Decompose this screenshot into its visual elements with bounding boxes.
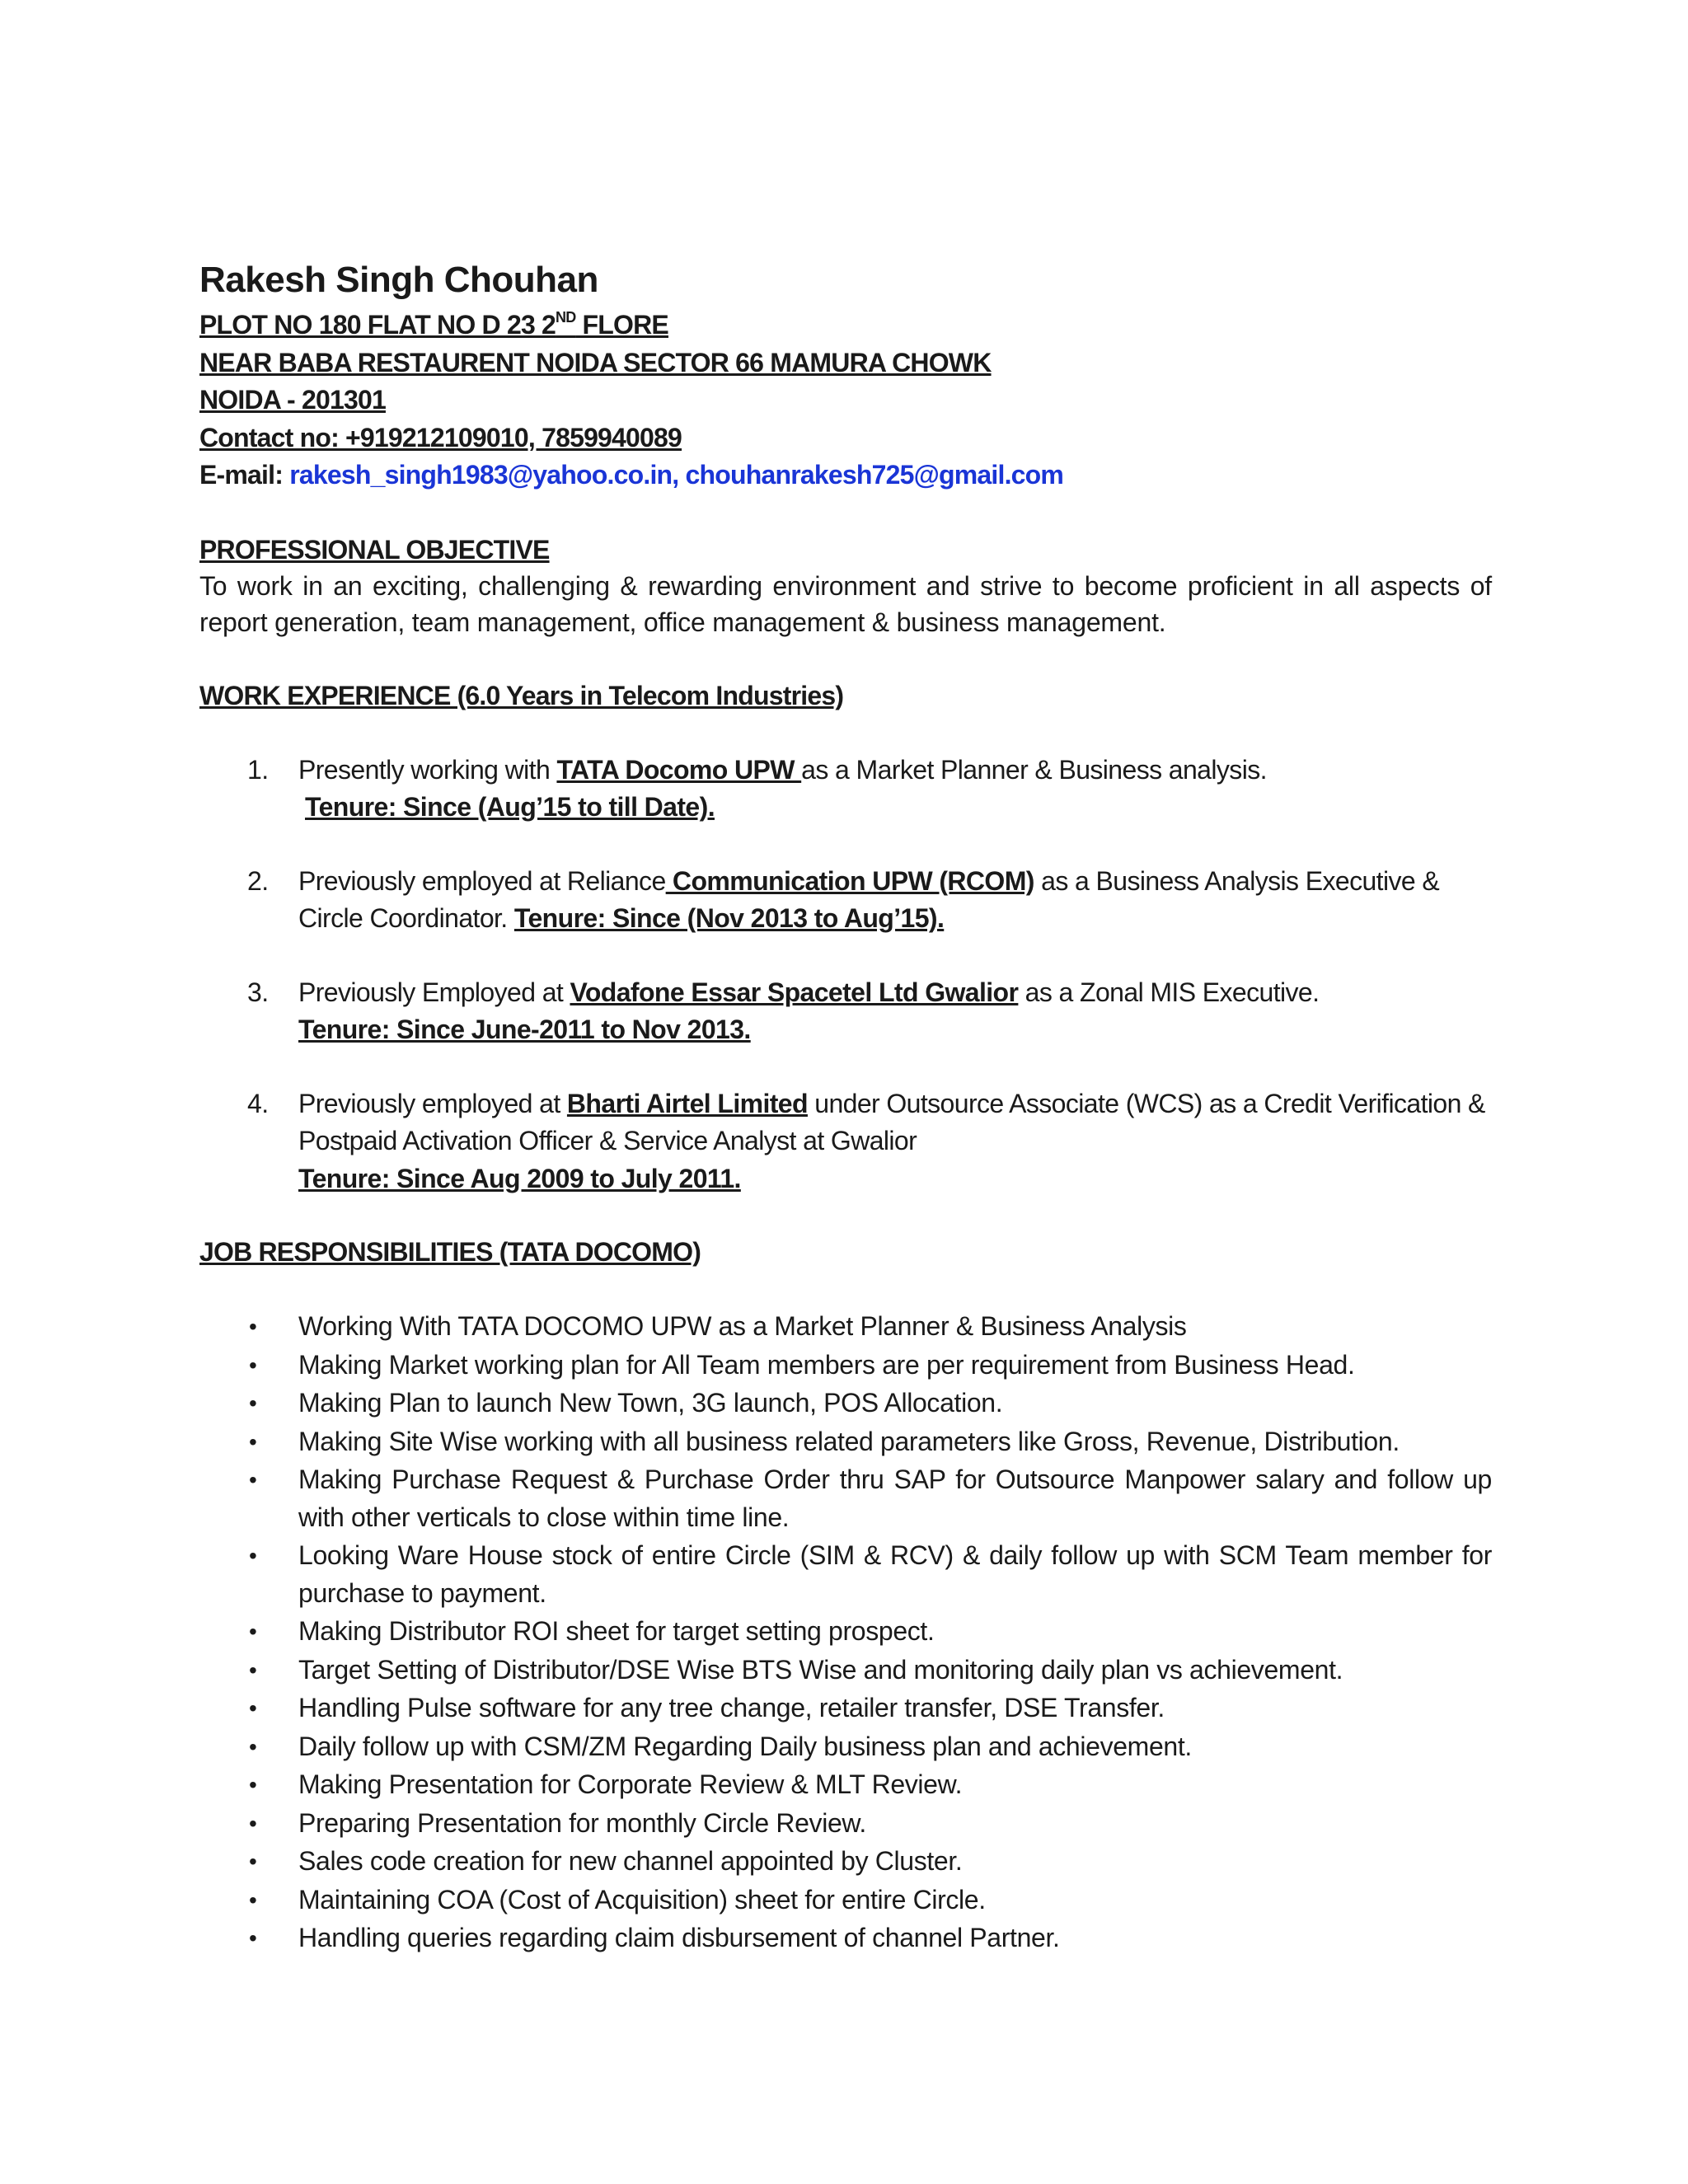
experience-role: as a Market Planner & Business analysis. [801, 754, 1267, 785]
responsibility-text: Making Purchase Request & Purchase Order thru SAP for Outsource Manpower salary and follow up with other verticals to close within time line. [298, 1465, 1492, 1532]
responsibility-item [199, 1347, 1492, 1385]
resume-content [199, 257, 1492, 1958]
responsibility-text: Target Setting of Distributor/DSE Wise BTS Wise and monitoring daily plan vs achievement. [298, 1654, 1343, 1685]
responsibility-text: Preparing Presentation for monthly Circle Review. [298, 1807, 866, 1838]
experience-company: Vodafone Essar Spacetel Ltd Gwalior [570, 977, 1019, 1007]
bullet-icon: • [249, 1849, 257, 1874]
address-line-1 [199, 307, 1492, 344]
email-label: E-mail: [199, 460, 290, 490]
responsibility-item [199, 1919, 1492, 1957]
responsibility-item [199, 1766, 1492, 1804]
responsibility-item [199, 1843, 1492, 1881]
bullet-icon: • [249, 1695, 257, 1721]
experience-number: 4. [247, 1088, 269, 1118]
experience-item [199, 974, 1492, 1049]
address-superscript: ND [556, 309, 576, 326]
experience-text: Previously employed at Reliance [298, 865, 666, 896]
candidate-name: Rakesh Singh Chouhan [199, 260, 598, 300]
responsibility-item [199, 1690, 1492, 1727]
experience-role: under Outsource Associate (WCS) as a Credit Verification & Postpaid Activation Officer & Service Analyst at Gwalior [298, 1088, 1485, 1155]
experience-tenure: Tenure: Since June-2011 to Nov 2013. [298, 1015, 751, 1044]
experience-number: 3. [247, 977, 269, 1007]
experience-number: 1. [247, 754, 269, 785]
experience-item [199, 1085, 1492, 1198]
responsibility-text: Maintaining COA (Cost of Acquisition) sheet for entire Circle. [298, 1884, 986, 1915]
responsibility-text: Making Plan to launch New Town, 3G launch, POS Allocation. [298, 1388, 1003, 1418]
responsibility-text: Working With TATA DOCOMO UPW as a Market Planner & Business Analysis [298, 1311, 1187, 1341]
responsibility-text: Handling queries regarding claim disbursement of channel Partner. [298, 1923, 1060, 1952]
bullet-icon: • [249, 1886, 257, 1913]
email-link-yahoo[interactable]: rakesh_singh1983@yahoo.co.in, [289, 460, 679, 490]
experience-role: as a Zonal MIS Executive. [1018, 977, 1320, 1007]
responsibility-text: Looking Ware House stock of entire Circle (SIM & RCV) & daily follow up with SCM Team member for purchase to payment. [298, 1540, 1492, 1608]
responsibility-text: Making Distributor ROI sheet for target setting prospect. [298, 1616, 935, 1646]
responsibility-item [199, 1805, 1492, 1843]
email-link-gmail[interactable]: chouhanrakesh725@gmail.com [685, 460, 1064, 490]
bullet-icon: • [249, 1772, 257, 1797]
responsibility-text: Making Presentation for Corporate Review & MLT Review. [298, 1769, 963, 1799]
responsibility-item [199, 1613, 1492, 1651]
experience-number: 2. [247, 865, 269, 896]
bullet-icon: • [249, 1543, 257, 1568]
experience-company: Communication UPW (RCOM) [665, 865, 1034, 896]
responsibility-item [199, 1308, 1492, 1346]
experience-company: Bharti Airtel Limited [566, 1088, 808, 1118]
responsibility-text: Handling Pulse software for any tree change, retailer transfer, DSE Transfer. [298, 1693, 1165, 1722]
bullet-icon: • [249, 1390, 257, 1416]
bullet-icon: • [249, 1619, 257, 1644]
bullet-icon: • [249, 1810, 257, 1836]
experience-title: WORK EXPERIENCE (6.0 Years in Telecom Industries) [199, 680, 844, 710]
responsibility-item [199, 1537, 1492, 1612]
address-line-3: NOIDA - 201301 [199, 385, 386, 415]
experience-item [199, 752, 1492, 827]
responsibility-text: Making Market working plan for All Team members are per requirement from Business Head. [298, 1349, 1355, 1380]
responsibility-item [199, 1728, 1492, 1766]
experience-text: Presently working with [298, 754, 557, 785]
address-line-2: NEAR BABA RESTAURENT NOIDA SECTOR 66 MAMURA CHOWK [199, 347, 992, 377]
responsibility-item [199, 1461, 1492, 1536]
responsibility-item [199, 1385, 1492, 1422]
responsibility-item [199, 1423, 1492, 1461]
responsibility-item [199, 1652, 1492, 1690]
experience-list [199, 752, 1492, 1198]
experience-tenure: Tenure: Since (Nov 2013 to Aug’15). [513, 903, 945, 933]
experience-text: Previously Employed at [298, 977, 570, 1007]
responsibility-text: Daily follow up with CSM/ZM Regarding Daily business plan and achievement. [298, 1731, 1192, 1761]
experience-item [199, 863, 1492, 938]
bullet-icon: • [249, 1925, 257, 1951]
responsibility-text: Sales code creation for new channel appointed by Cluster. [298, 1846, 963, 1876]
bullet-icon: • [249, 1352, 257, 1378]
address-line-1-end: FLORE [575, 310, 668, 340]
bullet-icon: • [249, 1428, 257, 1455]
contact-number: Contact no: +919212109010, 7859940089 [199, 422, 682, 452]
experience-tenure: Tenure: Since (Aug’15 to till Date). [305, 792, 715, 822]
responsibilities-list [199, 1308, 1492, 1957]
experience-text: Previously employed at [298, 1088, 567, 1118]
address-line-1-main: PLOT NO 180 FLAT NO D 23 2 [199, 310, 556, 340]
objective-text: To work in an exciting, challenging & rewarding environment and strive to become proficient in all aspects of report generation, team management, office management & business management. [199, 570, 1492, 637]
experience-company: TATA Docomo UPW [556, 754, 802, 785]
bullet-icon: • [249, 1657, 257, 1683]
bullet-icon: • [249, 1467, 257, 1493]
responsibilities-title: JOB RESPONSIBILITIES (TATA DOCOMO) [199, 1237, 701, 1267]
experience-tenure: Tenure: Since Aug 2009 to July 2011. [298, 1163, 741, 1193]
objective-title: PROFESSIONAL OBJECTIVE [199, 534, 550, 565]
responsibility-item [199, 1882, 1492, 1919]
bullet-icon: • [249, 1314, 257, 1339]
responsibility-text: Making Site Wise working with all business related parameters like Gross, Revenue, Distribution. [298, 1426, 1400, 1456]
email-line [199, 457, 1492, 494]
bullet-icon: • [249, 1733, 257, 1760]
experience-role: as a Business Analysis Executive & Circle Coordinator. [298, 865, 1440, 933]
